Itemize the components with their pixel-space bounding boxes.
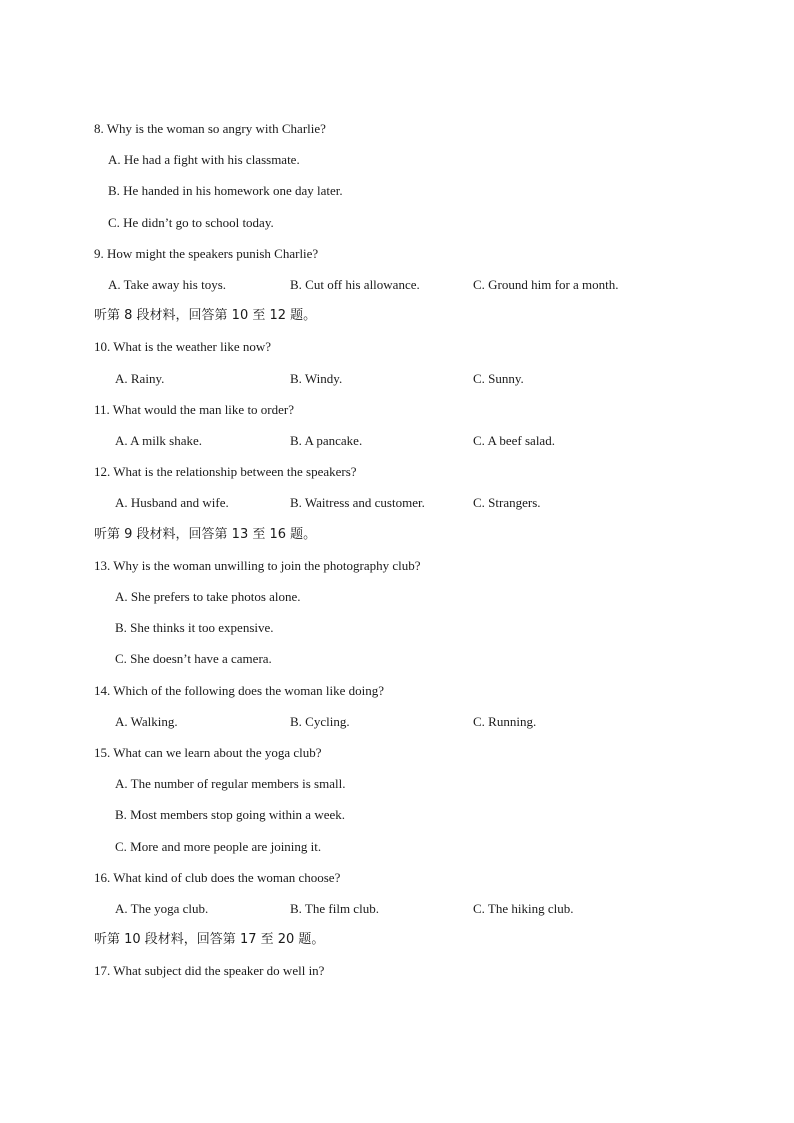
question-8-option-b: B. He handed in his homework one day later.: [108, 183, 343, 198]
question-14-option-b: B. Cycling.: [290, 714, 350, 729]
question-11: 11. What would the man like to order?: [94, 402, 295, 417]
question-16: 16. What kind of club does the woman choose?: [94, 870, 341, 885]
question-13-option-b: B. She thinks it too expensive.: [115, 620, 274, 635]
question-15: 15. What can we learn about the yoga club?: [94, 745, 322, 760]
question-16-option-a: A. The yoga club.: [115, 901, 209, 916]
question-8: 8. Why is the woman so angry with Charlie?: [94, 121, 326, 136]
question-8-option-a: A. He had a fight with his classmate.: [108, 152, 300, 167]
question-13-option-a: A. She prefers to take photos alone.: [115, 589, 301, 604]
section-heading-8: 听第 8 段材料，回答第 10 至 12 题。: [94, 308, 317, 323]
question-12-option-c: C. Strangers.: [473, 495, 541, 510]
question-10-option-c: C. Sunny.: [473, 371, 524, 386]
section-heading-10: 听第 10 段材料，回答第 17 至 20 题。: [94, 932, 325, 947]
question-13: 13. Why is the woman unwilling to join the photography club?: [94, 558, 421, 573]
question-13-option-c: C. She doesn’t have a camera.: [115, 651, 272, 666]
question-11-option-c: C. A beef salad.: [473, 433, 555, 448]
question-9: 9. How might the speakers punish Charlie?: [94, 246, 319, 261]
question-16-option-c: C. The hiking club.: [473, 901, 574, 916]
question-10-option-a: A. Rainy.: [115, 371, 165, 386]
question-14: 14. Which of the following does the woman like doing?: [94, 683, 385, 698]
question-10: 10. What is the weather like now?: [94, 339, 272, 354]
section-heading-9: 听第 9 段材料，回答第 13 至 16 题。: [94, 527, 317, 542]
question-9-option-c: C. Ground him for a month.: [473, 277, 619, 292]
question-15-option-a: A. The number of regular members is small.: [115, 776, 346, 791]
question-16-option-b: B. The film club.: [290, 901, 379, 916]
question-14-option-a: A. Walking.: [115, 714, 178, 729]
question-15-option-c: C. More and more people are joining it.: [115, 839, 322, 854]
question-8-option-c: C. He didn’t go to school today.: [108, 215, 274, 230]
question-12-option-b: B. Waitress and customer.: [290, 495, 425, 510]
question-14-option-c: C. Running.: [473, 714, 537, 729]
question-12: 12. What is the relationship between the speakers?: [94, 464, 357, 479]
question-15-option-b: B. Most members stop going within a week.: [115, 807, 346, 822]
question-10-option-b: B. Windy.: [290, 371, 343, 386]
question-17: 17. What subject did the speaker do well in?: [94, 963, 325, 978]
question-11-option-a: A. A milk shake.: [115, 433, 203, 448]
question-9-option-a: A. Take away his toys.: [108, 277, 226, 292]
question-11-option-b: B. A pancake.: [290, 433, 363, 448]
question-12-option-a: A. Husband and wife.: [115, 495, 229, 510]
question-9-option-b: B. Cut off his allowance.: [290, 277, 420, 292]
